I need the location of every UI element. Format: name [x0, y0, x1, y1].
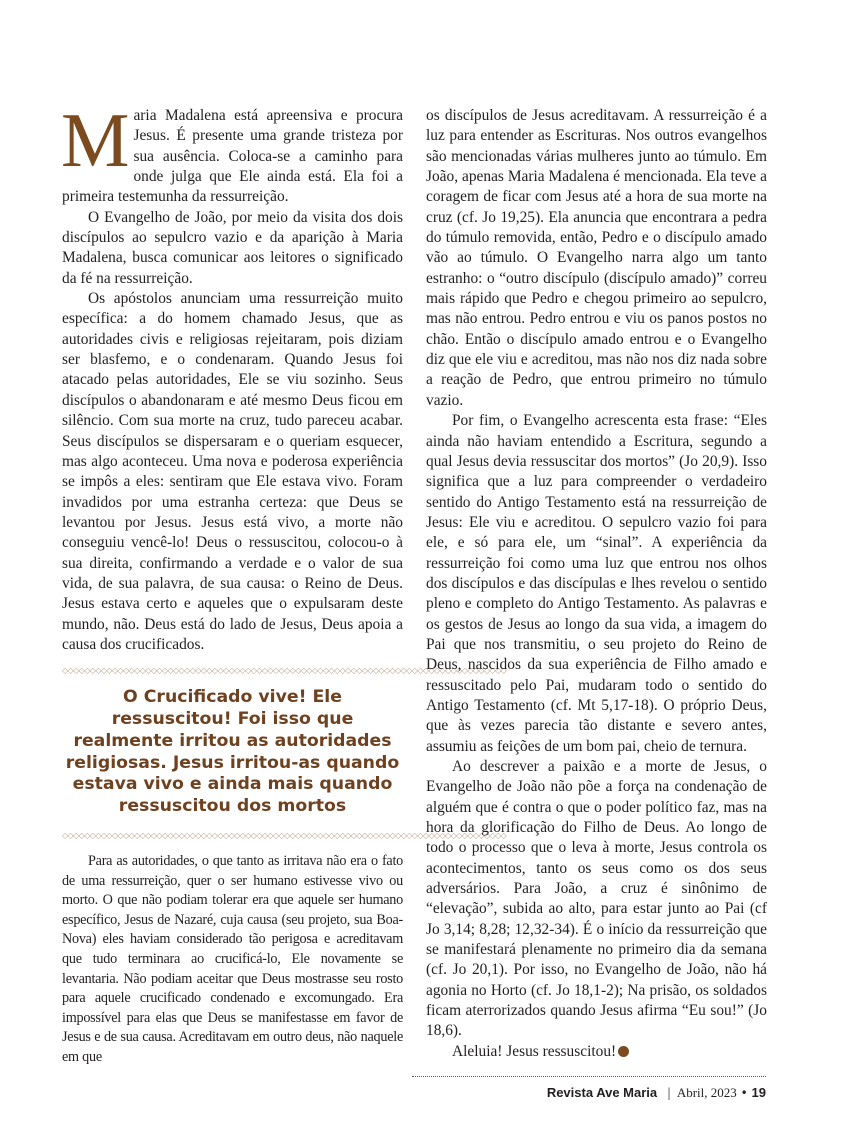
ornament-divider-top: ◇◇◇◇◇◇◇◇◇◇◇◇◇◇◇◇◇◇◇◇◇◇◇◇◇◇◇◇◇◇◇◇◇◇◇◇◇◇◇◇◇◇◇◇◇◇◇◇◇◇◇◇◇◇◇◇◇◇◇◇◇◇◇◇◇◇◇◇◇◇◇◇◇◇◇◇◇◇◇◇	[62, 666, 507, 676]
page-number: 19	[751, 1084, 766, 1100]
paragraph: O Evangelho de João, por meio da visita dos dois discípulos ao sepulcro vazio e da aparição à Maria Madalena, busca comunicar aos leitores o significado da fé na ressurreição.	[62, 208, 403, 287]
bullet: •	[740, 1085, 748, 1100]
paragraph: os discípulos de Jesus acreditavam. A ressurreição é a luz para entender as Escrituras. Nos outros evangelhos são mencionadas várias mulheres junto ao túmulo. Em João, apenas Maria Madalena é mencionada. Ela teve a coragem de ficar com Jesus até a hora de sua morte na cruz (cf. Jo 19,25). Ela anuncia que encontrara a pedra do túmulo removida, então, Pedro e o discípulo amado vão ao túmulo. O Evangelho narra algo um tanto estranho: o “outro discípulo (discípulo amado)” correu mais rápido que Pedro e chegou primeiro ao sepulcro, mas não entrou. Pedro entrou e viu os panos postos no chão. Então o discípulo amado entrou e o Evangelho diz que ele viu e acreditou, mas não nos diz nada sobre a reação de Pedro, que entrou primeiro no túmulo vazio.	[426, 107, 767, 409]
separator: |	[666, 1085, 672, 1100]
ornament-divider-bottom: ◇◇◇◇◇◇◇◇◇◇◇◇◇◇◇◇◇◇◇◇◇◇◇◇◇◇◇◇◇◇◇◇◇◇◇◇◇◇◇◇◇◇◇◇◇◇◇◇◇◇◇◇◇◇◇◇◇◇◇◇◇◇◇◇◇◇◇◇◇◇◇◇◇◇◇◇◇◇◇◇	[62, 831, 507, 841]
page-footer	[547, 1085, 766, 1101]
page-bottom	[0, 1076, 850, 1136]
paragraph: Por fim, o Evangelho acrescenta esta frase: “Eles ainda não haviam entendido a Escritura, segundo a qual Jesus devia ressuscitar dos mortos” (Jo 20,9). Isso significa que a luz para compreender o verdadeiro sentido do Antigo Testamento está na ressurreição de Jesus: Ele viu e acreditou. O sepulcro vazio foi para ele, e só para ele, um “sinal”. A experiência da ressurreição foi como uma luz que entrou nos olhos dos discípulos e das discípulas e lhes revelou o sentido pleno e completo do Antigo Testamento. As palavras e os gestos de Jesus ao longo da sua vida, a imagem do Pai que nos transmitiu, o seu projeto do Reino de Deus, nascidos da sua experiência de Filho amado e ressuscitado pelo Pai, mudaram todo o sentido do Antigo Testamento (cf. Mt 5,17-18). O próprio Deus, que às vezes parecia tão distante e severo antes, assumiu as feições de um bom pai, cheio de ternura.	[426, 412, 767, 755]
paragraph: Maria Madalena está apreensiva e procura Jesus. É presente uma grande tristeza por sua ausência. Coloca-se a caminho para onde julga que Ele ainda está. Ela foi a primeira testemunha da ressurreição.	[61, 97, 403, 206]
left-column-continued	[62, 852, 403, 1068]
left-column	[61, 97, 507, 1068]
right-column	[426, 106, 767, 1062]
issue-date: Abril, 2023	[676, 1084, 737, 1100]
paragraph-final: Aleluia! Jesus ressuscitou!	[426, 1042, 767, 1062]
paragraph: Para as autoridades, o que tanto as irritava não era o fato de uma ressurreição, quer o ser humano estivesse vivo ou morto. O que não podiam tolerar era que aquele ser humano específico, Jesus de Nazaré, cuja causa (seu projeto, sua Boa-Nova) eles haviam considerado tão perigosa e acreditavam que tudo terminara ao crucificá-lo, Ele novamente se levantaria. Não podiam aceitar que Deus mostrasse seu rosto para aquele crucificado condenado e excomungado. Era impossível para elas que Deus se manifestasse em favor de Jesus e de sua causa. Acreditavam em outro deus, não naquele em que	[62, 853, 403, 1065]
magazine-name: Revista Ave Maria	[546, 1084, 658, 1100]
paragraph: Ao descrever a paixão e a morte de Jesus, o Evangelho de João não põe a força na condenação de alguém que é contra o que o poder político faz, mas na hora da glorificação do Filho de Deus. Ao longo de todo o processo que o leva à morte, Jesus controla os acontecimentos, tanto os seus como os dos seus adversários. Para João, a cruz é sinônimo de “elevação”, subida ao alto, para estar junto ao Pai (cf Jo 3,14; 8,28; 12,32-34). É o início da ressurreição que se manifestará plenamente no primeiro dia da semana (cf. Jo 20,1). Por isso, no Evangelho de João, não há agonia no Horto (cf. Jo 18,1-2); Na prisão, os soldados ficam aterrorizados quando Jesus afirma “Eu sou!” (Jo 18,6).	[426, 758, 767, 1040]
drop-cap: M	[61, 97, 130, 183]
end-mark-icon	[618, 1046, 629, 1057]
pull-quote: O Crucificado vive! Ele ressuscitou! Foi isso que realmente irritou as autoridades religiosas. Jesus irritou-as quando estava vivo e ainda mais quando ressuscitou dos mortos	[65, 687, 400, 817]
footer-rule	[412, 1076, 766, 1077]
paragraph: Os apóstolos anunciam uma ressurreição muito específica: a do homem chamado Jesus, que as autoridades civis e religiosas rejeitaram, pois diziam ser blasfemo, e o condenaram. Quando Jesus foi atacado pelas autoridades, Ele se viu sozinho. Seus discípulos o abandonaram e até mesmo Deus ficou em silêncio. Com sua morte na cruz, tudo pareceu acabar. Seus discípulos se dispersaram e o queriam esquecer, mas algo aconteceu. Uma nova e poderosa experiência se impôs a eles: sentiram que Ele estava vivo. Foram invadidos por uma estranha certeza: que Deus se levantou por Jesus. Jesus está vivo, a morte não conseguiu vencê-lo! Deus o ressuscitou, colocou-o à sua direita, confirmando a verdade e o valor de sua vida, de sua palavra, de sua causa: o Reino de Deus. Jesus estava certo e aqueles que o expulsaram deste mundo, não. Deus está do lado de Jesus, Deus apoia a causa dos crucificados.	[62, 290, 403, 653]
